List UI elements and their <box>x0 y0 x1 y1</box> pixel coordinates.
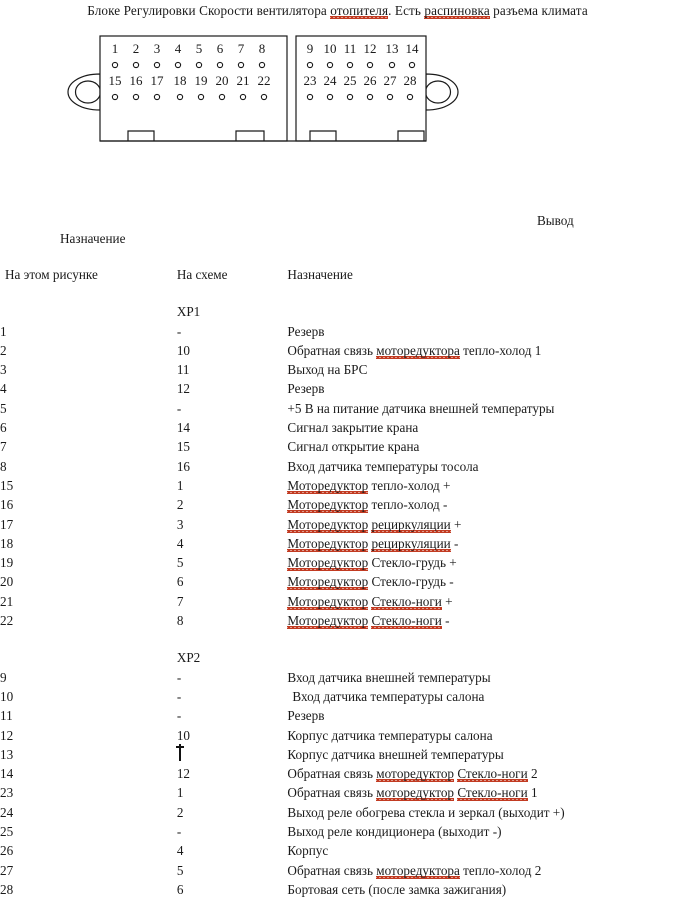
cell-purpose: Вход датчика температуры тосола <box>287 458 479 474</box>
connector-group-row <box>0 302 675 321</box>
cell-empty <box>0 648 177 667</box>
cell-purpose: Вход датчика внешней температуры <box>287 669 491 685</box>
spellcheck-word: мотoредуктор <box>376 766 455 782</box>
spellcheck-word: Мотoредуктор <box>287 574 369 590</box>
pin-number: 13 <box>385 41 399 56</box>
spellcheck-word: мотoредуктора <box>376 862 460 878</box>
cell-scheme-number: 1 <box>176 785 184 801</box>
pin-number: 25 <box>343 73 357 88</box>
table-row <box>0 495 675 514</box>
connector-svg <box>58 30 468 145</box>
table-row <box>0 841 675 860</box>
pin-number: 11 <box>343 41 357 56</box>
spellcheck-word: Мотoредуктор <box>287 497 369 513</box>
table-row <box>0 668 675 687</box>
header-col-scheme: На схеме <box>176 267 228 282</box>
cell-scheme-number: - <box>176 708 182 724</box>
pin-number: 7 <box>237 41 245 56</box>
cell-scheme-number: 7 <box>176 593 184 609</box>
spellcheck-word: Стекло-ноги <box>457 766 528 782</box>
page-title: Блоке Регулировки Скорости вентилятора отопителя. Есть распиновка разъема климата <box>87 3 588 18</box>
cell-purpose: +5 В на питание датчика внешней температуры <box>287 400 555 416</box>
cell-pin-number: 20 <box>0 574 14 590</box>
spellcheck-word: рециркуляции <box>371 535 451 551</box>
cell-purpose: Обратная связь мотoредуктора тепло-холод 2 <box>287 862 542 878</box>
spellcheck-word: Мотoредуктор <box>287 593 369 609</box>
table-row <box>0 764 675 783</box>
cell-purpose: Мотoредуктор Стекло-ноги - <box>287 613 450 629</box>
cell-pin-number: 26 <box>0 843 14 859</box>
table-spacer-row <box>0 284 675 302</box>
cell-pin-number: 5 <box>0 400 7 416</box>
spellcheck-word: Стекло-ноги <box>371 593 442 609</box>
cell-pin-number: 16 <box>0 497 14 513</box>
pin-number: 8 <box>258 41 266 56</box>
cell-scheme-number: 5 <box>176 862 184 878</box>
cell-scheme-number: - <box>176 323 182 339</box>
cell-empty <box>0 302 177 321</box>
cell-scheme-number: 12 <box>176 381 191 397</box>
table-row <box>0 687 675 706</box>
table-row <box>0 861 675 880</box>
label-naznachenie-top: Назначение <box>60 231 126 246</box>
pin-number: 6 <box>216 41 224 56</box>
spellcheck-word: Мотoредуктор <box>287 535 369 551</box>
connector-group-label: XP2 <box>176 650 201 666</box>
cell-pin-number: 15 <box>0 477 14 493</box>
cell-scheme-number: 14 <box>176 420 191 436</box>
cell-scheme-number: 6 <box>176 881 184 897</box>
cell-pin-number: 11 <box>0 708 13 724</box>
spellcheck-word: Мотoредуктор <box>287 613 369 629</box>
cell-purpose: Корпус датчика внешней температуры <box>287 746 504 762</box>
cell-pin-number: 22 <box>0 613 14 629</box>
header-col-figure: На этом рисунке <box>5 267 98 282</box>
spellcheck-word: Мотoредуктор <box>287 477 369 493</box>
pin-number: 4 <box>174 41 182 56</box>
cell-pin-number: 2 <box>0 342 7 358</box>
pin-number: 15 <box>108 73 122 88</box>
cell-pin-number: 3 <box>0 362 7 378</box>
connector-group-row <box>0 648 675 667</box>
cell-scheme-number: 11 <box>176 362 190 378</box>
pin-number: 24 <box>323 73 337 88</box>
cell-purpose: Бортовая сеть (после замка зажигания) <box>287 881 507 897</box>
cell-pin-number: 24 <box>0 804 14 820</box>
table-row <box>0 553 675 572</box>
pin-number: 1 <box>111 41 119 56</box>
table-row <box>0 457 675 476</box>
table-row <box>0 572 675 591</box>
cell-purpose: Выход реле кондиционера (выходит -) <box>287 824 502 840</box>
cell-scheme-number: 10 <box>176 727 191 743</box>
cell-pin-number: 13 <box>0 746 14 762</box>
cell-scheme-number: 12 <box>176 766 191 782</box>
cell-scheme-number: - <box>176 688 182 704</box>
pin-number: 12 <box>363 41 377 56</box>
cell-scheme-number: 15 <box>176 439 191 455</box>
cell-purpose: Обратная связь мотoредуктор Стекло-ноги 2 <box>287 766 538 782</box>
cell-purpose: Резерв <box>287 323 325 339</box>
table-row <box>0 803 675 822</box>
pin-number: 28 <box>403 73 417 88</box>
cell-purpose: Выход на БРС <box>287 362 368 378</box>
cell-purpose: Обратная связь мотoредуктора тепло-холод 1 <box>287 342 542 358</box>
cell-scheme-number: - <box>176 400 182 416</box>
table-row <box>0 534 675 553</box>
cell-scheme-number: 4 <box>176 843 184 859</box>
cell-purpose: Мотoредуктор рециркуляции - <box>287 535 459 551</box>
cell-pin-number: 9 <box>0 669 7 685</box>
cell-scheme-number: 8 <box>176 613 184 629</box>
pin-number: 17 <box>150 73 164 88</box>
pinout-table <box>0 265 675 899</box>
cell-scheme-number: 1 <box>176 477 184 493</box>
cell-scheme-number: 10 <box>176 342 191 358</box>
cell-pin-number: 12 <box>0 727 14 743</box>
cell-pin-number: 8 <box>0 458 7 474</box>
cell-pin-number: 19 <box>0 555 14 571</box>
cell-purpose: Сигнал закрытие крана <box>287 420 419 436</box>
cell-scheme-number: 4 <box>176 535 184 551</box>
cell-empty <box>287 648 675 667</box>
table-row <box>0 341 675 360</box>
table-row <box>0 476 675 495</box>
spellcheck-word: Мотoредуктор <box>287 555 369 571</box>
right-mounting-ear <box>426 74 458 110</box>
spellcheck-word: рециркуляции <box>371 516 451 532</box>
spellcheck-word: распиновка <box>424 3 490 18</box>
table-row <box>0 360 675 379</box>
pin-number: 18 <box>173 73 187 88</box>
cell-scheme-number: 3 <box>176 516 184 532</box>
pin-number: 10 <box>323 41 337 56</box>
cell-purpose: Вход датчика температуры салона <box>292 688 485 704</box>
spellcheck-word: мотoредуктор <box>376 785 455 801</box>
table-row <box>0 726 675 745</box>
pin-number: 23 <box>303 73 317 88</box>
table-row <box>0 611 675 630</box>
cell-purpose: Резерв <box>287 708 325 724</box>
cell-purpose: Мотoредуктор тепло-холод - <box>287 497 448 513</box>
table-row <box>0 322 675 341</box>
right-ear-hole <box>426 81 451 103</box>
pin-number: 19 <box>194 73 208 88</box>
pin-number: 21 <box>236 73 250 88</box>
connector-group-label: XP1 <box>176 304 201 320</box>
cell-pin-number: 7 <box>0 439 7 455</box>
cell-pin-number: 14 <box>0 766 14 782</box>
left-mounting-ear <box>68 74 100 110</box>
cell-purpose: Мотoредуктор Стекло-грудь + <box>287 555 457 571</box>
table-row <box>0 437 675 456</box>
cell-pin-number: 18 <box>0 535 14 551</box>
cell-scheme-number: 16 <box>176 458 191 474</box>
spellcheck-word: отопителя <box>330 3 389 18</box>
cell-scheme-number: - <box>176 669 182 685</box>
cell-scheme-number: 2 <box>176 804 184 820</box>
cell-pin-number: 4 <box>0 381 7 397</box>
table-row <box>0 399 675 418</box>
table-row <box>0 822 675 841</box>
table-row <box>0 783 675 802</box>
left-ear-hole <box>76 81 101 103</box>
spellcheck-word: мотoредуктора <box>376 342 460 358</box>
spellcheck-word: Стекло-ноги <box>371 613 442 629</box>
pin-number: 20 <box>215 73 229 88</box>
cell-pin-number: 6 <box>0 420 7 436</box>
cell-purpose: Мотoредуктор тепло-холод + <box>287 477 451 493</box>
cell-scheme-number: 6 <box>176 574 184 590</box>
cell-purpose: Резерв <box>287 381 325 397</box>
cell-scheme-number <box>177 745 288 764</box>
table-row <box>0 745 675 764</box>
pin-number: 26 <box>363 73 377 88</box>
cell-pin-number: 17 <box>0 516 14 532</box>
cell-purpose: Сигнал открытие крана <box>287 439 420 455</box>
cell-purpose: Корпус <box>287 843 329 859</box>
table-spacer-row <box>0 630 675 648</box>
cell-purpose: Обратная связь мотoредуктор Стекло-ноги 1 <box>287 785 538 801</box>
pin-number: 16 <box>129 73 143 88</box>
cell-pin-number: 23 <box>0 785 14 801</box>
pin-number: 9 <box>306 41 314 56</box>
cell-purpose: Мотoредуктор Стекло-ноги + <box>287 593 453 609</box>
cell-purpose: Выход реле обогрева стекла и зеркал (выходит +) <box>287 804 565 820</box>
pin-number: 3 <box>153 41 161 56</box>
header-col-purpose: Назначение <box>287 267 353 282</box>
cell-empty <box>287 302 675 321</box>
label-vyvod: Вывод <box>537 213 574 228</box>
cell-purpose: Корпус датчика температуры салона <box>287 727 493 743</box>
table-row <box>0 706 675 725</box>
cell-pin-number: 21 <box>0 593 14 609</box>
table-row <box>0 880 675 899</box>
connector-diagram <box>58 30 468 145</box>
cell-purpose: Мотoредуктор рециркуляции + <box>287 516 462 532</box>
table-row <box>0 515 675 534</box>
cell-pin-number: 10 <box>0 688 14 704</box>
text-caret-icon <box>177 745 184 764</box>
table-row <box>0 592 675 611</box>
pin-number: 27 <box>383 73 397 88</box>
pin-number: 2 <box>132 41 140 56</box>
cell-pin-number: 1 <box>0 323 7 339</box>
table-header-row <box>0 265 675 284</box>
pin-number: 14 <box>405 41 419 56</box>
cell-scheme-number: 2 <box>176 497 184 513</box>
cell-purpose: Мотoредуктор Стекло-грудь - <box>287 574 454 590</box>
cell-scheme-number: 5 <box>176 555 184 571</box>
table-row <box>0 379 675 398</box>
cell-scheme-number: - <box>176 824 182 840</box>
cell-pin-number: 27 <box>0 862 14 878</box>
spellcheck-word: Стекло-ноги <box>457 785 528 801</box>
pin-number: 22 <box>257 73 271 88</box>
table-row <box>0 418 675 437</box>
pin-number: 5 <box>195 41 203 56</box>
spellcheck-word: Мотoредуктор <box>287 516 369 532</box>
cell-pin-number: 28 <box>0 881 14 897</box>
cell-pin-number: 25 <box>0 824 14 840</box>
